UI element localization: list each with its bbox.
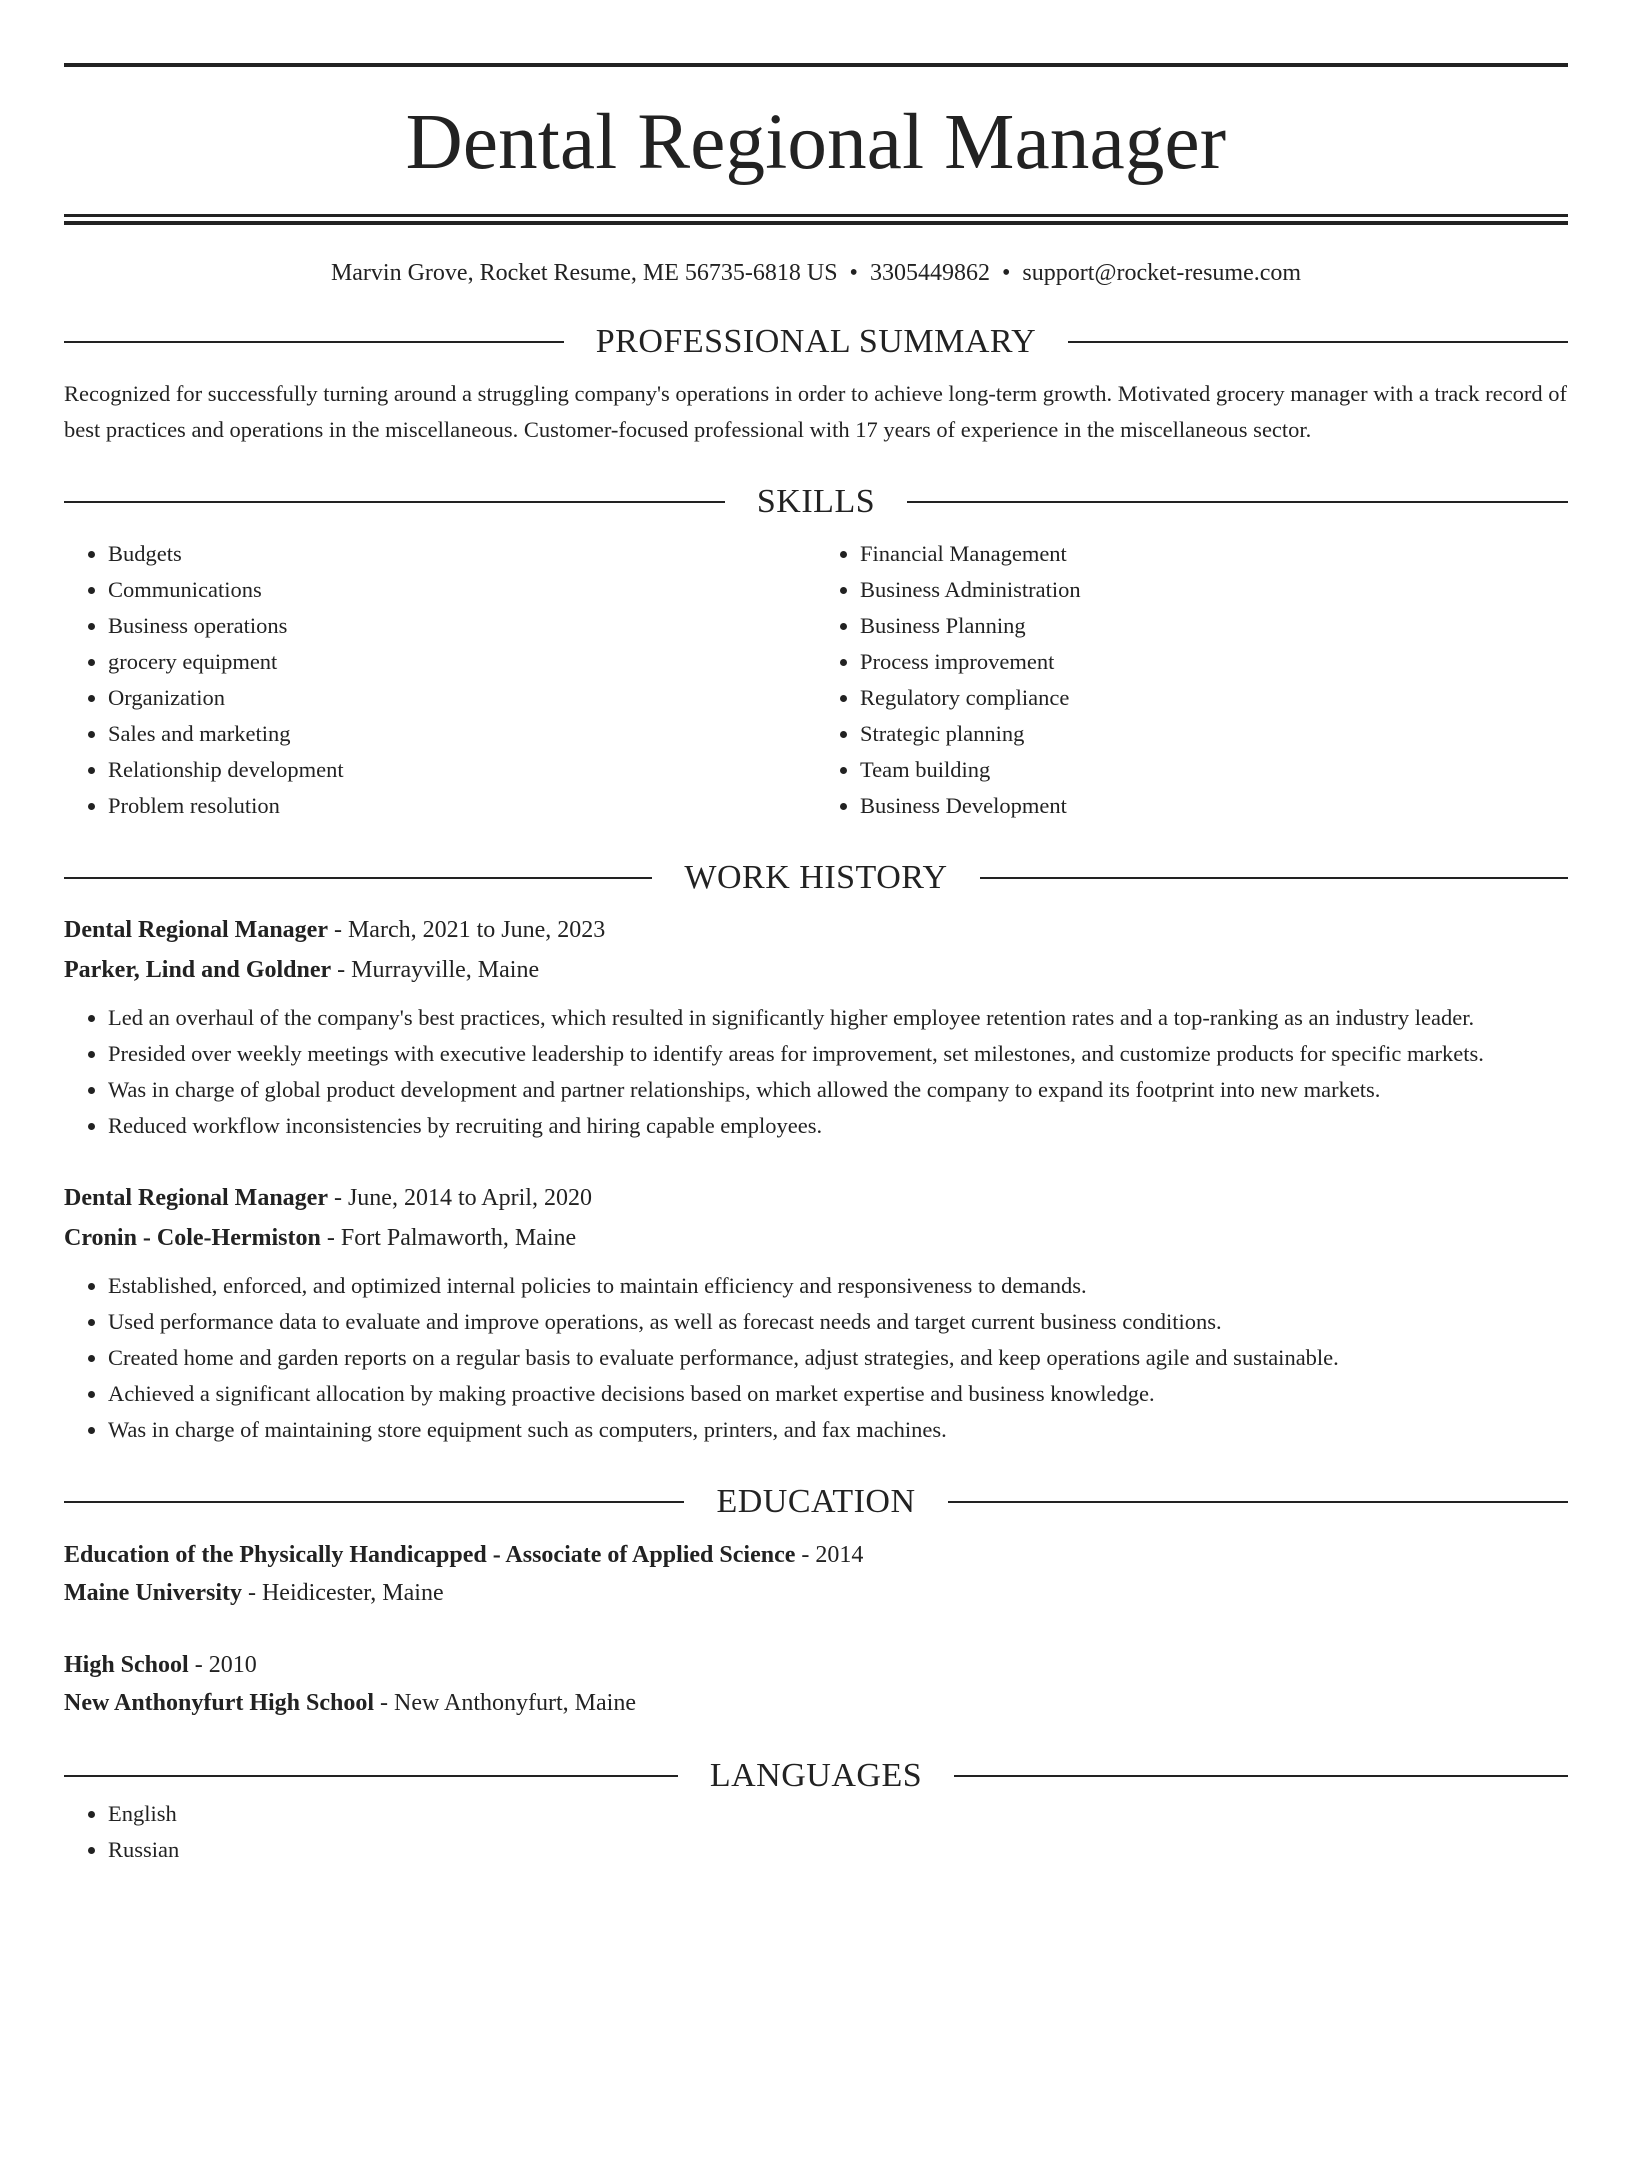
job-bullets xyxy=(64,1268,1568,1448)
education-entry xyxy=(64,1646,1568,1722)
job-bullets xyxy=(64,1000,1568,1144)
job-bullet: • Achieved a significant allocation by making proactive decisions based on market expertise and business knowledge. xyxy=(108,1376,1568,1412)
contact-separator: • xyxy=(849,260,858,286)
job-title-line xyxy=(64,1178,1568,1218)
work-heading xyxy=(64,858,1568,898)
degree-name: High School xyxy=(64,1651,189,1678)
skill-item: • Organization xyxy=(108,680,816,716)
heading-rule-left xyxy=(64,1501,684,1503)
skill-item: • Process improvement xyxy=(860,644,1568,680)
company-line xyxy=(64,950,1568,990)
school-name: Maine University xyxy=(64,1579,242,1606)
degree-line xyxy=(64,1536,1568,1574)
education-heading-title: EDUCATION xyxy=(716,1482,916,1520)
summary-text: Recognized for successfully turning around a struggling company's operations in order to achieve long-term growth. Motivated grocery manager with a track record of best practices and operations in the miscellaneous. Customer-focused professional with 17 years of experience in the miscellaneous sector. xyxy=(64,380,1567,442)
company-name: Parker, Lind and Goldner xyxy=(64,956,332,983)
contact-phone: 3305449862 xyxy=(869,260,990,286)
skills-heading-title: SKILLS xyxy=(756,482,876,520)
skill-item: • Business Development xyxy=(860,788,1568,824)
job-bullet: • Was in charge of maintaining store equipment such as computers, printers, and fax machines. xyxy=(108,1412,1568,1448)
degree-line xyxy=(64,1646,1568,1684)
company-name: Cronin - Cole-Hermiston xyxy=(64,1224,321,1251)
degree-year: - 2014 xyxy=(795,1541,864,1568)
school-location: - New Anthonyfurt, Maine xyxy=(374,1689,636,1716)
company-line xyxy=(64,1218,1568,1258)
company-location: - Fort Palmaworth, Maine xyxy=(320,1224,577,1251)
school-name: New Anthonyfurt High School xyxy=(64,1689,375,1716)
summary-heading-title: PROFESSIONAL SUMMARY xyxy=(595,322,1037,360)
skills-heading xyxy=(64,482,1568,522)
contact-separator: • xyxy=(1001,260,1011,286)
skills-column-left xyxy=(64,536,816,824)
job-entry xyxy=(64,1178,1568,1448)
skill-item: • Business Administration xyxy=(860,572,1568,608)
heading-rule-right xyxy=(1068,341,1568,343)
job-title-line xyxy=(64,910,1568,950)
skill-item: • Budgets xyxy=(108,536,816,572)
job-entry xyxy=(64,910,1568,1144)
heading-rule-left xyxy=(64,1775,678,1777)
degree-name: Education of the Physically Handicapped - Associate of Applied Science xyxy=(64,1541,796,1568)
job-bullet: • Established, enforced, and optimized internal policies to maintain efficiency and responsiveness to demands. xyxy=(108,1268,1568,1304)
heading-rule-left xyxy=(64,341,564,343)
contact-line xyxy=(64,259,1568,288)
skill-item: • Financial Management xyxy=(860,536,1568,572)
skill-item: • Problem resolution xyxy=(108,788,816,824)
education-heading xyxy=(64,1482,1568,1522)
top-rule xyxy=(64,63,1568,67)
skill-item: • Business Planning xyxy=(860,608,1568,644)
work-heading-title: WORK HISTORY xyxy=(684,858,948,896)
heading-rule-left xyxy=(64,501,725,503)
skill-item: • Strategic planning xyxy=(860,716,1568,752)
degree-year: - 2010 xyxy=(188,1651,257,1678)
education-entry xyxy=(64,1536,1568,1612)
name-double-rule xyxy=(64,214,1568,225)
company-location: - Murrayville, Maine xyxy=(331,956,540,983)
skill-item: • Regulatory compliance xyxy=(860,680,1568,716)
job-bullet: • Created home and garden reports on a regular basis to evaluate performance, adjust strategies, and keep operations agile and sustainable. xyxy=(108,1340,1568,1376)
skill-item: • Communications xyxy=(108,572,816,608)
contact-address: Marvin Grove, Rocket Resume, ME 56735-6818 US xyxy=(330,260,838,286)
job-title: Dental Regional Manager xyxy=(64,916,328,943)
skill-item: • Sales and marketing xyxy=(108,716,816,752)
languages-list xyxy=(64,1796,1568,1868)
summary-heading xyxy=(64,322,1568,362)
languages-heading-title: LANGUAGES xyxy=(709,1756,923,1794)
job-title: Dental Regional Manager xyxy=(64,1184,328,1211)
heading-rule-right xyxy=(980,877,1568,879)
skills-list xyxy=(64,536,1568,824)
skill-item: • Relationship development xyxy=(108,752,816,788)
skill-item: • grocery equipment xyxy=(108,644,816,680)
school-line xyxy=(64,1574,1568,1612)
job-bullet: • Used performance data to evaluate and improve operations, as well as forecast needs and target current business conditions. xyxy=(108,1304,1568,1340)
job-dates: - March, 2021 to June, 2023 xyxy=(327,916,606,943)
job-bullet: • Presided over weekly meetings with executive leadership to identify areas for improvement, set milestones, and customize products for specific markets. xyxy=(108,1036,1568,1072)
heading-rule-right xyxy=(954,1775,1568,1777)
heading-rule-left xyxy=(64,877,652,879)
school-line xyxy=(64,1684,1568,1722)
job-bullet: • Led an overhaul of the company's best practices, which resulted in significantly higher employee retention rates and a top-ranking as an industry leader. xyxy=(108,1000,1568,1036)
heading-rule-right xyxy=(907,501,1568,503)
job-dates: - June, 2014 to April, 2020 xyxy=(327,1184,592,1211)
skill-item: • Business operations xyxy=(108,608,816,644)
skills-column-right xyxy=(816,536,1568,824)
school-location: - Heidicester, Maine xyxy=(241,1579,444,1606)
language-item: • Russian xyxy=(108,1832,1568,1868)
contact-email: support@rocket-resume.com xyxy=(1022,260,1302,286)
resume-name: Dental Regional Manager xyxy=(405,99,1227,186)
job-bullet: • Was in charge of global product development and partner relationships, which allowed the company to expand its footprint into new markets. xyxy=(108,1072,1568,1108)
skill-item: • Team building xyxy=(860,752,1568,788)
job-bullet: • Reduced workflow inconsistencies by recruiting and hiring capable employees. xyxy=(108,1108,1568,1144)
languages-heading xyxy=(64,1756,1568,1796)
heading-rule-right xyxy=(948,1501,1568,1503)
resume-page xyxy=(0,63,1632,2175)
language-item: • English xyxy=(108,1796,1568,1832)
